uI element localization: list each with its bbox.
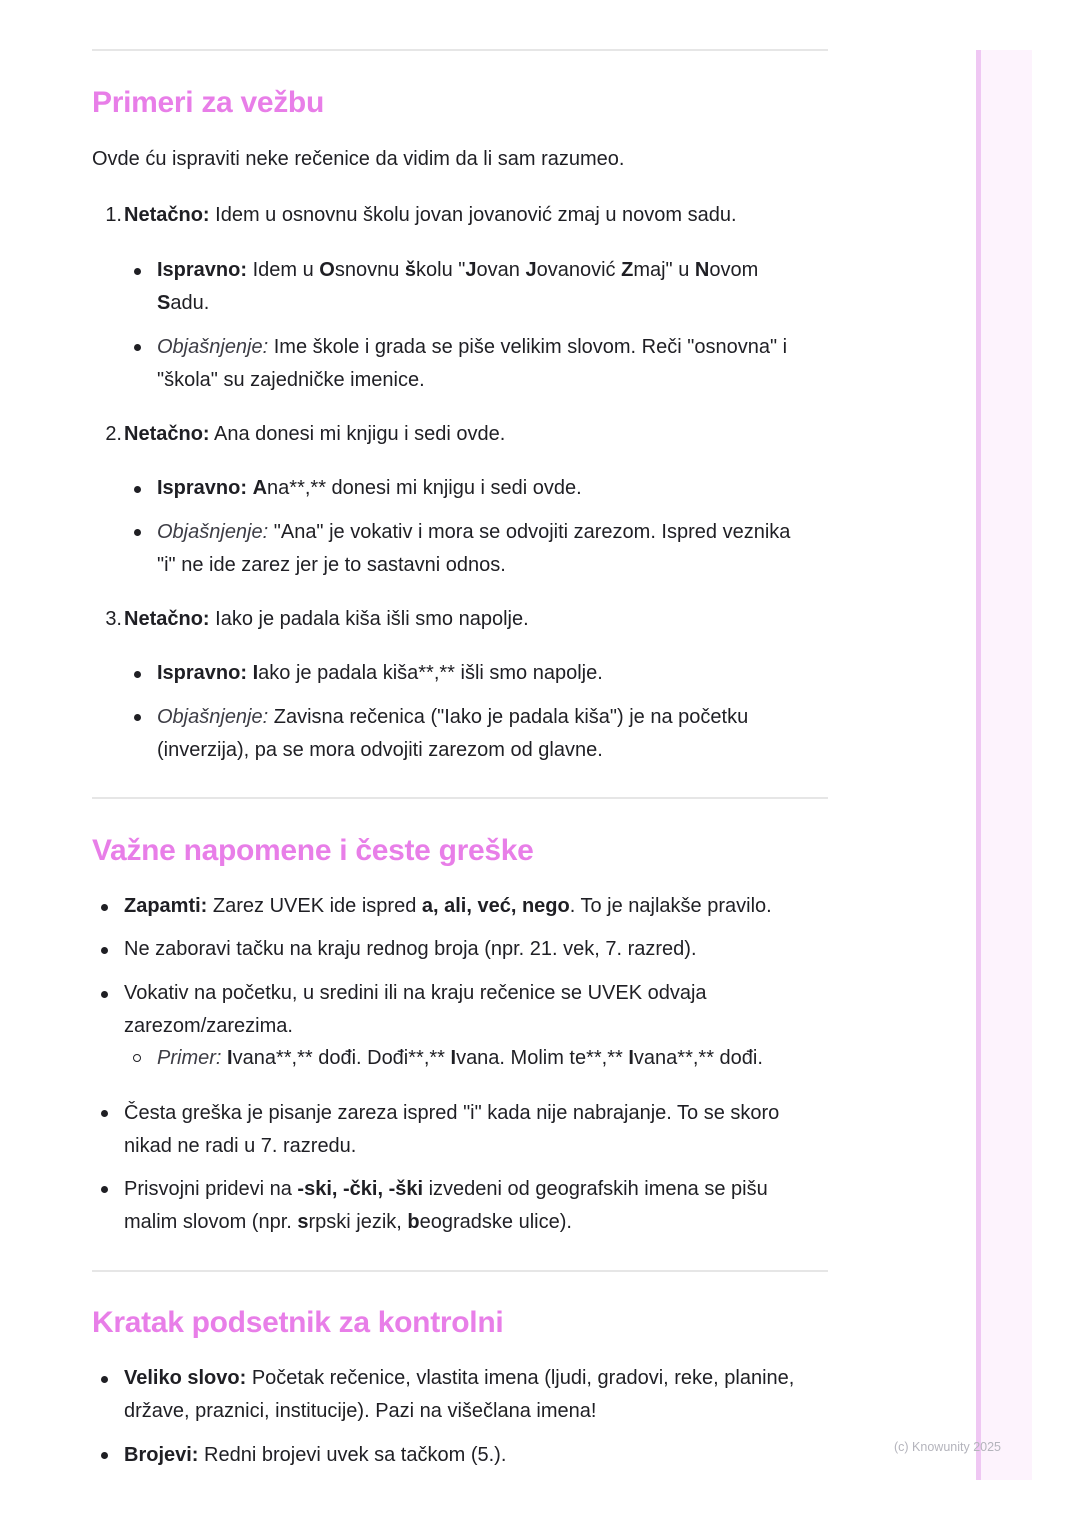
item-number: 2. xyxy=(105,423,122,445)
bullet xyxy=(134,268,141,275)
item-correct: Ispravno: Idem u Osnovnu školu "Jovan Jovanović Zmaj" u Novom xyxy=(157,259,759,281)
item-wrong: Netačno: Ana donesi mi knjigu i sedi ovde. xyxy=(124,423,506,445)
item-correct-cont: Sadu. xyxy=(157,292,210,314)
bullet xyxy=(101,947,108,954)
divider xyxy=(92,797,828,799)
bullet xyxy=(101,904,108,911)
item-number: 1. xyxy=(105,204,122,226)
note-vocative-cont: zarezom/zarezima. xyxy=(124,1015,293,1037)
item-explanation: Objašnjenje: Ime škole i grada se piše velikim slovom. Reči "osnovna" i xyxy=(157,336,788,358)
item-explanation-cont: "škola" su zajedničke imenice. xyxy=(157,369,425,391)
reminder-capital-letter-cont: države, praznici, institucije). Pazi na višečlana imena! xyxy=(124,1400,597,1422)
item-correct: Ispravno: Iako je padala kiša**,** išli smo napolje. xyxy=(157,662,603,684)
item-correct: Ispravno: Ana**,** donesi mi knjigu i sedi ovde. xyxy=(157,477,582,499)
bullet xyxy=(101,1110,108,1117)
note-vocative-example: Primer: Ivana**,** dođi. Dođi**,** Ivana. Molim te**,** Ivana**,** dođi. xyxy=(157,1047,763,1069)
reminder-numbers: Brojevi: Redni brojevi uvek sa tačkom (5.). xyxy=(124,1444,507,1466)
note-remember: Zapamti: Zarez UVEK ide ispred a, ali, već, nego. To je najlakše pravilo. xyxy=(124,895,772,917)
bullet xyxy=(101,991,108,998)
note-possessive: Prisvojni pridevi na -ski, -čki, -ški izvedeni od geografskih imena se pišu xyxy=(124,1178,768,1200)
divider xyxy=(92,49,828,51)
bullet xyxy=(134,529,141,536)
bullet xyxy=(101,1452,108,1459)
item-number: 3. xyxy=(105,608,122,630)
note-common-mistake: Česta greška je pisanje zareza ispred "i" kada nije nabrajanje. To se skoro xyxy=(124,1102,780,1124)
item-wrong: Netačno: Iako je padala kiša išli smo napolje. xyxy=(124,608,529,630)
divider xyxy=(92,1270,828,1272)
side-accent-stripe xyxy=(976,50,981,1480)
section-title-practice: Primeri za vežbu xyxy=(92,86,324,119)
bullet xyxy=(134,714,141,721)
bullet xyxy=(134,344,141,351)
item-wrong: Netačno: Idem u osnovnu školu jovan jovanović zmaj u novom sadu. xyxy=(124,204,737,226)
section-title-notes: Važne napomene i česte greške xyxy=(92,834,534,867)
item-explanation-cont: (inverzija), pa se mora odvojiti zarezom od glavne. xyxy=(157,739,603,761)
bullet xyxy=(134,671,141,678)
bullet xyxy=(101,1376,108,1383)
item-explanation: Objašnjenje: "Ana" je vokativ i mora se odvojiti zarezom. Ispred veznika xyxy=(157,521,791,543)
bullet xyxy=(101,1186,108,1193)
reminder-capital-letter: Veliko slovo: Početak rečenice, vlastita imena (ljudi, gradovi, reke, planine, xyxy=(124,1367,795,1389)
copyright-footer: (c) Knowunity 2025 xyxy=(894,1440,1002,1454)
item-explanation-cont: "i" ne ide zarez jer je to sastavni odnos. xyxy=(157,554,506,576)
bullet xyxy=(134,486,141,493)
item-explanation: Objašnjenje: Zavisna rečenica ("Iako je padala kiša") je na početku xyxy=(157,706,749,728)
sub-bullet xyxy=(133,1054,141,1062)
note-possessive-cont: malim slovom (npr. srpski jezik, beogradske ulice). xyxy=(124,1211,572,1233)
note-vocative: Vokativ na početku, u sredini ili na kraju rečenice se UVEK odvaja xyxy=(124,982,707,1004)
practice-intro: Ovde ću ispraviti neke rečenice da vidim da li sam razumeo. xyxy=(92,148,625,170)
section-title-reminder: Kratak podsetnik za kontrolni xyxy=(92,1306,504,1339)
side-panel xyxy=(976,50,1032,1480)
note-ordinal-dot: Ne zaboravi tačku na kraju rednog broja (npr. 21. vek, 7. razred). xyxy=(124,938,697,960)
note-common-mistake-cont: nikad ne radi u 7. razredu. xyxy=(124,1135,357,1157)
